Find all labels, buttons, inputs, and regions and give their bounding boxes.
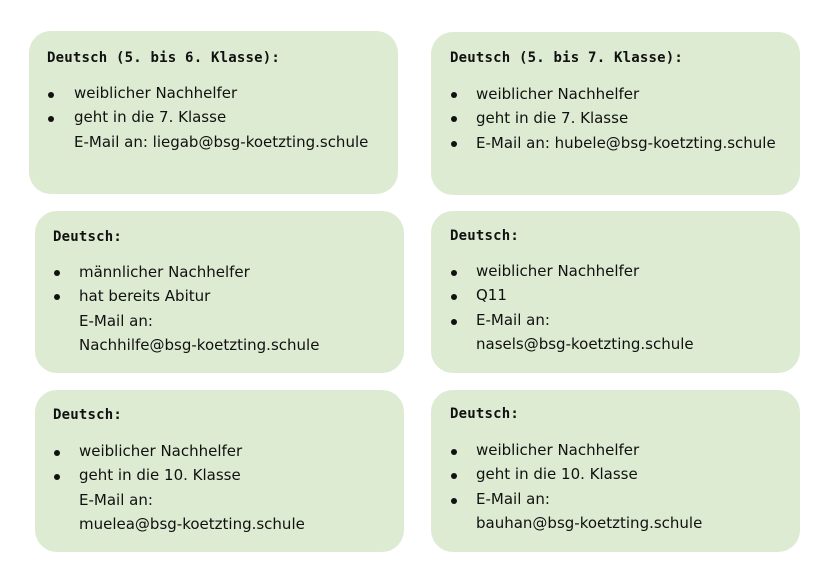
tutor-card-1: [29, 31, 398, 194]
tutor-email: E-Mail an: liegab@bsg-koetzting.schule: [74, 133, 369, 151]
bullet-icon: [451, 116, 457, 122]
tutor-grade: geht in die 7. Klasse: [74, 108, 227, 126]
tutor-grade: geht in die 10. Klasse: [79, 466, 241, 484]
tutor-gender: weiblicher Nachhelfer: [476, 85, 640, 103]
bullet-icon: [54, 294, 60, 300]
tutor-gender: männlicher Nachhelfer: [79, 263, 250, 281]
tutor-email-label: E-Mail an:: [79, 491, 153, 509]
bullet-icon: [451, 498, 457, 504]
bullet-icon: [48, 116, 54, 122]
card-title: Deutsch:: [450, 228, 520, 244]
card-title: Deutsch:: [53, 407, 123, 423]
bullet-icon: [54, 450, 60, 456]
card-title: Deutsch:: [450, 406, 520, 422]
tutor-email: Nachhilfe@bsg-koetzting.schule: [79, 336, 320, 354]
tutor-grade: Q11: [476, 286, 507, 304]
tutor-grade: geht in die 7. Klasse: [476, 109, 629, 127]
tutor-card-6: [431, 390, 800, 552]
tutor-email: muelea@bsg-koetzting.schule: [79, 515, 305, 533]
tutor-card-2: [431, 32, 800, 195]
tutor-email-label: E-Mail an:: [476, 490, 550, 508]
tutor-grade: geht in die 10. Klasse: [476, 465, 638, 483]
tutor-gender: weiblicher Nachhelfer: [74, 84, 238, 102]
tutor-email-label: E-Mail an:: [79, 312, 153, 330]
tutor-gender: weiblicher Nachhelfer: [476, 262, 640, 280]
bullet-icon: [451, 92, 457, 98]
tutor-card-5: [35, 390, 404, 552]
tutor-email: nasels@bsg-koetzting.schule: [476, 335, 694, 353]
card-title: Deutsch:: [53, 229, 123, 245]
bullet-icon: [451, 141, 457, 147]
tutor-grade: hat bereits Abitur: [79, 287, 211, 305]
bullet-icon: [451, 294, 457, 300]
bullet-icon: [451, 473, 457, 479]
card-title: Deutsch (5. bis 6. Klasse):: [47, 50, 280, 66]
tutor-email: bauhan@bsg-koetzting.schule: [476, 514, 703, 532]
bullet-icon: [48, 92, 54, 98]
bullet-icon: [54, 474, 60, 480]
tutor-gender: weiblicher Nachhelfer: [476, 441, 640, 459]
tutor-card-4: [431, 211, 800, 373]
bullet-icon: [451, 319, 457, 325]
card-title: Deutsch (5. bis 7. Klasse):: [450, 50, 683, 66]
bullet-icon: [451, 270, 457, 276]
tutor-card-3: [35, 211, 404, 373]
bullet-icon: [54, 270, 60, 276]
bullet-icon: [451, 449, 457, 455]
tutor-email-label: E-Mail an:: [476, 311, 550, 329]
tutor-gender: weiblicher Nachhelfer: [79, 442, 243, 460]
tutor-email: E-Mail an: hubele@bsg-koetzting.schule: [476, 134, 776, 152]
